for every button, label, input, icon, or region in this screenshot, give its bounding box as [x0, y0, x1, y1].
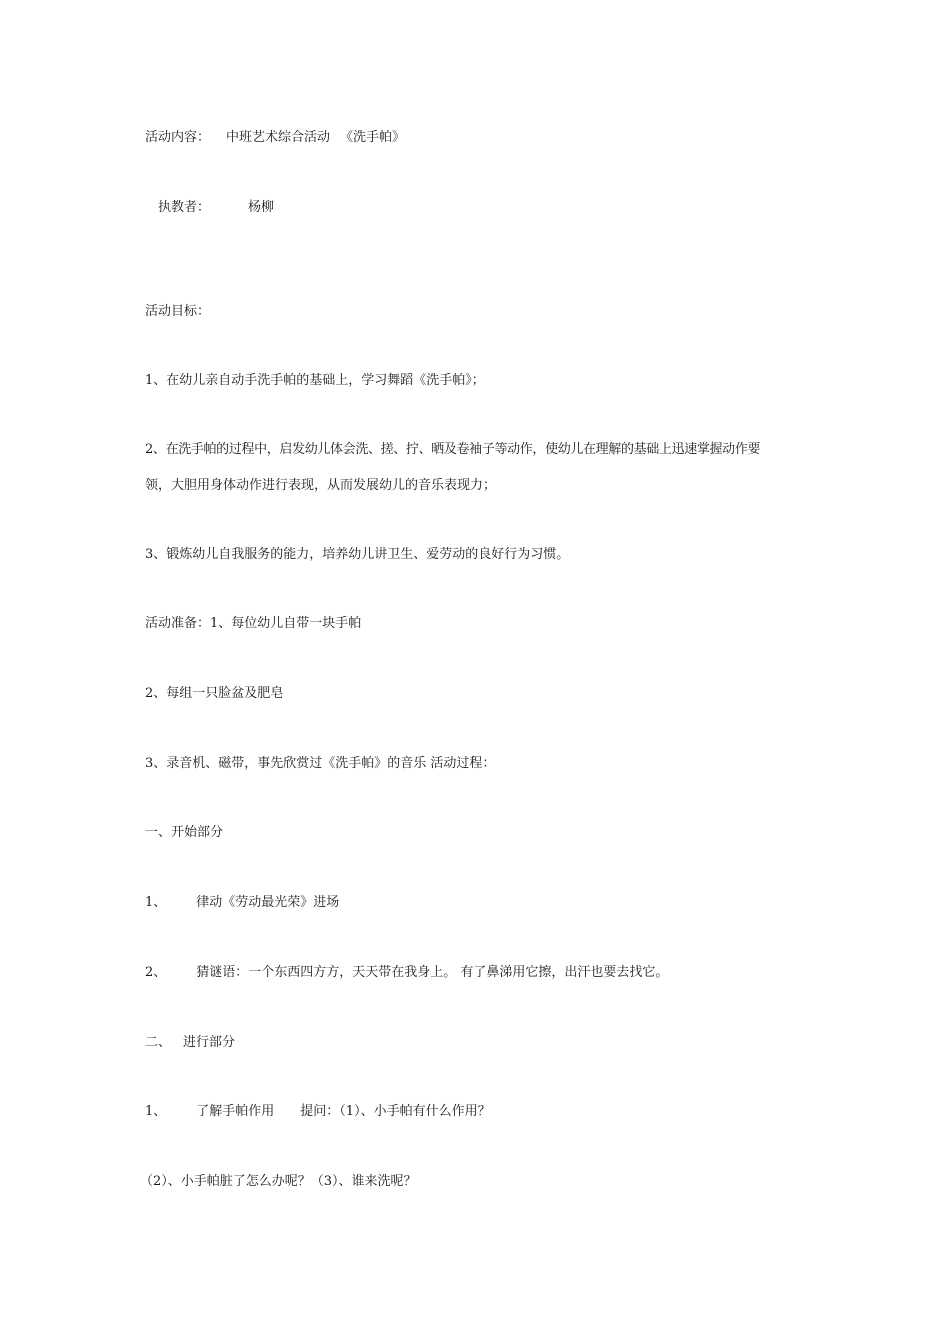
part-1-item-2 [145, 964, 668, 982]
part-2-heading-text: 进行部分 [183, 1035, 236, 1050]
part-2-item-1-number: 1、 [145, 1104, 167, 1119]
part-2-item-1-continued: （2）、小手帕脏了怎么办呢？（3）、谁来洗呢？ [140, 1174, 417, 1189]
part-2-heading [145, 1034, 235, 1052]
part-1-heading: 一、开始部分 [145, 825, 224, 840]
teacher-label: 执教者： [158, 200, 211, 215]
part-1-item-1 [145, 894, 339, 912]
part-1-item-2-number: 2、 [145, 965, 167, 980]
activity-content-value: 中班艺术综合活动 [226, 130, 331, 145]
part-1-item-2-text: 猜谜语：一个东西四方方，天天带在我身上。 有了鼻涕用它擦，出汗也要去找它。 [196, 965, 669, 980]
goals-heading: 活动目标： [145, 304, 211, 319]
teacher-line [158, 199, 274, 217]
part-2-item-1-text: 了解手帕作用 [196, 1104, 275, 1119]
part-2-heading-number: 二、 [145, 1035, 172, 1050]
goal-item-2-line-2: 领，大胆用身体动作进行表现，从而发展幼儿的音乐表现力； [145, 478, 497, 493]
goal-item-1: 1、在幼儿亲自动手洗手帕的基础上，学习舞蹈《洗手帕》； [145, 373, 485, 388]
teacher-name: 杨柳 [248, 200, 275, 215]
preparation-item-1: 活动准备：1、每位幼儿自带一块手帕 [145, 616, 362, 631]
part-2-item-1-question: 提问：（1）、小手帕有什么作用？ [300, 1104, 491, 1119]
part-1-item-1-text: 律动《劳动最光荣》进场 [196, 895, 340, 910]
goal-item-3: 3、锻炼幼儿自我服务的能力，培养幼儿讲卫生、爱劳动的良好行为习惯。 [145, 547, 570, 562]
part-2-item-1 [145, 1103, 491, 1121]
goal-item-2-line-1: 2、在洗手帕的过程中，启发幼儿体会洗、搓、拧、晒及卷袖子等动作，使幼儿在理解的基础上迅速掌握动作要 [145, 442, 761, 457]
activity-content-line [145, 129, 405, 147]
activity-content-title: 《洗手帕》 [340, 130, 406, 145]
preparation-item-2: 2、每组一只脸盆及肥皂 [145, 686, 284, 701]
part-1-item-1-number: 1、 [145, 895, 167, 910]
activity-content-label: 活动内容： [145, 130, 211, 145]
preparation-item-3: 3、录音机、磁带，事先欣赏过《洗手帕》的音乐 活动过程： [145, 756, 496, 771]
